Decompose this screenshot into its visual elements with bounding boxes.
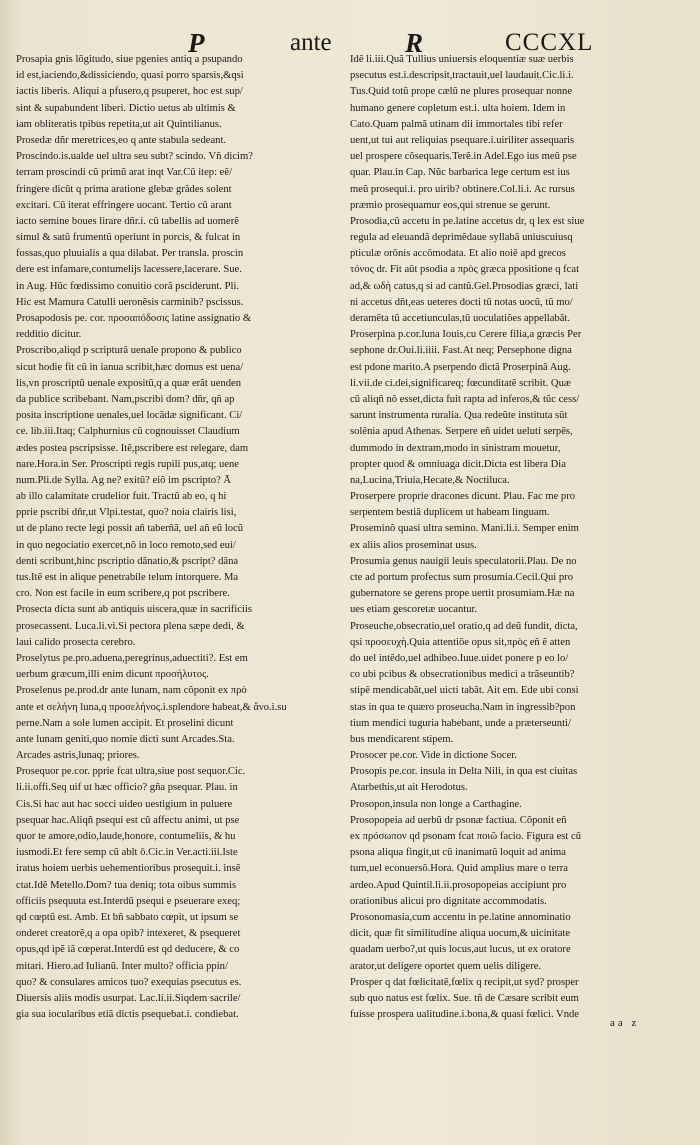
- text-line: co ubi pcibus & obsecrationibus medici a trãseuntib?: [350, 669, 575, 681]
- text-line: Atarbethis,ut ait Herodotus.: [350, 782, 468, 794]
- text-line: quor te amore,odio,laude,honore, contumeliis, & hu: [16, 831, 236, 842]
- text-line: psequar hac.Aliqñ psequi est cũ affectu animi, ut pse: [16, 814, 240, 826]
- text-line: uent,ut tui aut reliquias psequare.i.uiriliter assequaris: [350, 134, 575, 146]
- text-line: redditio dicitur.: [16, 329, 82, 341]
- text-line: gia sua iocularibus etiã dictis psequebat.i. condiebat.: [16, 1009, 239, 1021]
- text-line: bus mendicarent stipem.: [350, 733, 454, 745]
- text-line: na,Lucina,Triuia,Hecate,& Noctiluca.: [350, 474, 510, 486]
- text-line: Proselytus pe.pro.aduena,peregrinus,aduectiti?. Est em: [16, 652, 248, 664]
- text-line: Proserpere proprie dracones dicunt. Plau. Fac me pro: [350, 491, 576, 503]
- text-line: Proseminõ quasi ultra semino. Mani.li.i. Semper enim: [350, 523, 579, 535]
- text-line: uel prospere cõsequaris.Terẽ.in Adel.Ego ius meũ pse: [350, 151, 577, 163]
- text-line: Prosedæ dñr meretrices,eo q ante stabula sedeant.: [16, 134, 227, 146]
- text-line: Proscribo,aliqd p scripturã uenale propono & publico: [16, 345, 242, 357]
- text-line: qd cœptũ est. Amb. Et bñ sabbato cœpit, ut ipsum se: [16, 911, 239, 923]
- text-line: iactis liberis. Aliqui a pfusero,q psuperet, hoc est sup/: [16, 86, 243, 98]
- text-line: cũ aliqñ nõ esset,dicta fuit rapta ad inferos,& tũc cess/: [350, 393, 580, 405]
- text-line: num.Pli.de Sylla. Ag ne? exitũ? eiõ im pscripto? Ā: [16, 474, 232, 486]
- text-line: regula ad eleuandã deprimẽdaue syllabã uniuscuiusq: [350, 232, 573, 244]
- text-line: tum,uel econuersõ.Hora. Quid amplius mare o terra: [350, 863, 568, 875]
- text-line: do uel intẽdo,uel adhibeo.Iuue.uidet ponere p eo lo/: [350, 652, 569, 664]
- text-line: sub quo natus est fœlix. Sue. tñ de Cæsare scribit eum: [350, 992, 579, 1004]
- text-line: sarunt instrumenta ruralia. Qua redeũte instituta sũt: [350, 410, 568, 422]
- text-line: onderet creatorẽ,q a opa opib? intexeret, & psequeret: [16, 928, 241, 940]
- text-line: Prosonomasia,cum accentu in pe.latine annominatio: [350, 911, 571, 923]
- text-line: Proselenus pe.prod.dr ante lunam, nam cõponit ex πρò: [16, 685, 247, 697]
- text-line: Prosodia,cũ accetu in pe.latine accetus dr, q lex est siue: [350, 215, 585, 227]
- text-line: fuisse prospera ualitudine.i.bona,& quasi fœlici. Vnde: [350, 1009, 579, 1021]
- text-line: fossas,quo pluuialis a qua dilabat. Per transla. proscin: [16, 248, 244, 260]
- text-line: Proseuche,obsecratio,uel oratio,q ad deũ fundit, dicta,: [350, 620, 578, 632]
- text-line: propter quod & omniuaga dicit.Dicta est libera Dia: [350, 458, 566, 470]
- text-line: iacto semine boues lirare dñr.i. cũ tabellis ad uomerẽ: [16, 215, 239, 227]
- text-line: id est,iaciendo,&dissiciendo, quasi porro sparsis,&qsi: [16, 70, 244, 82]
- text-line: ad,& ωδὴ catus,q si ad cantũ.Gel.Prosodias græci, lati: [350, 280, 579, 292]
- text-line: Prosecta dicta sunt ab antiquis uiscera,quæ in sacrificiis: [16, 604, 252, 616]
- text-line: Prosumia genus nauigii leuis speculatorii.Plau. De no: [350, 555, 577, 567]
- text-line: terram proscindi cũ primũ arat inqt Var.Cũ itep: eẽ/: [16, 167, 233, 179]
- text-line: quadam uerbo?,ut quis locus,aut lucus, ut ex oratore: [350, 944, 571, 956]
- text-line: orationibus alicui pro dignitate accommodatis.: [350, 895, 547, 907]
- text-line: præmio prosequamur eos,qui strenue se gerunt.: [350, 199, 551, 211]
- header-initial-left: P: [188, 28, 205, 58]
- header-ante: ante: [290, 29, 332, 56]
- left-column: [16, 52, 330, 1023]
- text-line: perne.Nam a sole lumen accipit. Et proselini dicunt: [16, 717, 234, 729]
- text-line: prosecassent. Luca.li.vi.Si pectora plena sæpe dedi, &: [16, 620, 245, 632]
- text-line: Idẽ li.iii.Quã Tullius uniuersis eloquentiæ suæ uerbis: [350, 54, 574, 65]
- text-line: gubernatore se gerens prope uertit prosumiam.Hæ na: [350, 588, 575, 600]
- text-line: dicit, quæ fit similitudine aliqua uocum,& uicinitate: [350, 928, 571, 940]
- text-line: ctat.Idẽ Metello.Dom? tua deniq; tota oibus summis: [16, 879, 237, 891]
- text-line: ex πρóσωπον qd psonam fcat ποιῶ facio. Figura est cũ: [350, 831, 582, 842]
- text-line: Diuersis aliis modis usurpat. Lac.li.ii.Siqdem sacrile/: [16, 992, 241, 1004]
- text-line: tium mendici tuguria habebant, unde a præterseunti/: [350, 717, 571, 729]
- text-line: Cis.Si hac aut hac socci uideo uestigium in puluere: [16, 798, 233, 810]
- text-line: ex aliis alios proseminat usus.: [350, 539, 477, 551]
- text-line: opus,qd ipẽ iã cœperat.Interdũ est qd deducere, & co: [16, 944, 240, 956]
- text-line: serpentem bestiã duplicem ut habeam linguam.: [350, 507, 550, 519]
- text-line: meũ prosequi.i. pro uirib? obtinere.Col.li.i. Ac rursus: [350, 183, 575, 195]
- text-line: stas in qua te quæro proseucha.Nam in ingressib?pon: [350, 701, 576, 713]
- text-line: arator,ut deligere oportet quem uelis diligere.: [350, 960, 542, 972]
- text-line: pprie pscribi dñr,ut Vlpi.testat, quo? noia clairis lisi,: [16, 507, 237, 519]
- text-line: officiis psequuta est.Interdũ psequi e pseuerare exeq;: [16, 895, 241, 907]
- text-line: Prosequor pe.cor. pprie fcat ultra,siue post sequor.Cic.: [16, 766, 246, 778]
- folio-number: CCCXL: [505, 29, 594, 56]
- signature-mark: aa z: [610, 1017, 640, 1029]
- text-line: solẽnia apud Athenas. Serpere eñ uidet ueluti serpẽs,: [350, 426, 573, 438]
- text-line: τóνος dr. Fit aũt psodia a πρòς græca ppositione q fcat: [350, 264, 580, 276]
- text-line: posita inscriptione uenales,uel locãdæ significant. Ci/: [16, 410, 243, 422]
- text-line: cro. Non est facile in eum scribere,q pot pscribere.: [16, 588, 230, 600]
- text-line: ce. lib.iii.Itaq; Calphurnius cũ cognouisset Claudium: [16, 426, 240, 438]
- text-line: ab illo calamitate crudelior fuit. Tractũ ab eo, q hi: [16, 491, 227, 503]
- text-line: in Aug. Hũc fœdissimo conuitio corã psciderunt. Pli.: [16, 280, 240, 292]
- text-line: denti scribunt,hinc pscriptio dãnatio,& pscript? dãna: [16, 555, 239, 567]
- text-line: li.vii.de ci.dei,significareq; fœcunditatẽ scribit. Quæ: [350, 377, 571, 389]
- text-line: ues etiam gescoretæ uocantur.: [350, 604, 478, 616]
- text-line: pticulæ orõnis accõmodata. Et alio noiẽ apd grecos: [350, 248, 566, 260]
- text-line: da publice scribebant. Nam,pscribi dom? dñr, qñ ap: [16, 393, 235, 405]
- text-line: mitari. Hiero.ad Iulianũ. Inter multo? officia ppin/: [16, 960, 228, 972]
- text-line: sephone dr.Oui.li.iiii. Fast.At neq; Persephone digna: [350, 345, 572, 357]
- text-line: iam obliteratis tpibus repetita,ut ait Quintilianus.: [16, 118, 222, 130]
- text-line: qsi πρoσευχὴ.Quia attentiõe opus sit,πρòς eñ ẽ atten: [350, 636, 571, 648]
- text-line: sint & supabundent liberi. Dictio uetus ab ultimis &: [16, 102, 236, 114]
- text-line: Proserpina p.cor.luna Iouis,cu Cerere filia,a græcis Per: [350, 329, 582, 341]
- text-line: quar. Plau.in Cap. Nũc barbarica lege certum est ius: [350, 167, 570, 179]
- text-line: dummodo in dextram,modo in sinistram mouetur,: [350, 442, 561, 454]
- text-line: Proscindo.is.ualde uel ultra seu subt? scindo. Vñ dicim?: [16, 151, 253, 163]
- text-line: lis,vn proscriptũ uenale expositũ,q a quæ erãt uenden: [16, 377, 242, 389]
- text-line: sicut hodie fit cũ in ianua scribit,hæc domus est uena/: [16, 361, 244, 373]
- text-line: iusmodi.Et fere semp cũ ablt ō.Cic.in Ver.acti.iii.Iste: [16, 847, 238, 859]
- text-line: ædes postea pscripsisse. Itẽ,pscribere est relegare, dam: [16, 442, 249, 454]
- text-line: dere est infamare,contumelijs lacessere,lacerare. Sue.: [16, 264, 242, 276]
- text-line: deramẽta tũ accetiunculas,tũ uoculatiões appellabãt.: [350, 313, 571, 324]
- text-line: cte ad portum profectus sum prosumia.Cecil.Qui pro: [350, 572, 574, 583]
- text-line: psona aliqua fingit,ut cũ inanimatũ loquit ad anima: [350, 847, 566, 859]
- text-line: ut de plano recte legi possit añ taberñã, uel añ eũ locũ: [16, 523, 244, 535]
- text-line: psecutus est.i.descripsit,tractauit,uel laudauit.Cic.li.i.: [350, 70, 574, 82]
- text-line: quo? & consulares amicos tuo? exequias psecutus es.: [16, 976, 242, 988]
- text-line: uerbum græcum,illi enim dicunt προσήλυτος.: [16, 669, 209, 681]
- text-line: Prosapia gnis lõgitudo, siue pgenies antiq a psupando: [16, 54, 243, 65]
- text-line: humano genere copletum est.i. ulta hoiem. Idem in: [350, 102, 566, 114]
- header-initial-right: R: [405, 28, 424, 58]
- text-line: Prosocer pe.cor. Vide in dictione Socer.: [350, 750, 517, 762]
- text-line: est pdone marito.A pserpendo dictã Proserpinã Aug.: [350, 361, 571, 373]
- text-line: li.ii.offi.Seq uif ut hæc officio? gña psequar. Plau. in: [16, 782, 238, 794]
- text-line: iratus hoiem uerbis uehementioribus prosequit.i. insẽ: [16, 863, 241, 875]
- text-line: ante lunam geniti,quo nomie dicti sunt Arcades.Sta.: [16, 733, 235, 745]
- text-line: ardeo.Apud Quintil.li.ii.prosopopeias accipiunt pro: [350, 879, 567, 891]
- text-line: ante et σελήνη luna,q πρoσελήνος.i.splendore habeat,& ἄνο.i.su: [16, 701, 287, 713]
- text-line: Prosper q dat fœlicitatẽ,fœlix q recipit,ut syd? prosper: [350, 976, 579, 988]
- text-line: stipẽ mendicabãt,uel uicti tabãt. Ait em. Ede ubi consi: [350, 685, 579, 697]
- text-line: simul & satũ frumentũ operiunt in porcis, & fulcat in: [16, 232, 241, 244]
- text-line: Arcades astris,lunaq; priores.: [16, 750, 140, 762]
- text-line: excitari. Cũ iterat effringere uocant. Tertio cũ arant: [16, 199, 232, 211]
- text-line: Hic est Mamura Catulli ueronẽsis carminib? pscissus.: [16, 296, 244, 308]
- text-line: Prosopon,insula non longe a Carthagine.: [350, 798, 522, 810]
- text-line: tus.Itẽ est in alique penetrabile telum intorquere. Ma: [16, 572, 239, 583]
- text-line: ni accetus dñt,eas ueteres docti tũ notas uocũ, tũ mo/: [350, 296, 573, 308]
- right-column: [350, 52, 672, 1023]
- text-line: Tus.Quid totũ prope cælũ ne plures prosequar nonne: [350, 86, 573, 98]
- text-line: laui calido prosecta cerebro.: [16, 636, 136, 648]
- text-line: Cato.Quam palmã utinam dii immortales tibi refer: [350, 118, 563, 130]
- text-line: in quo negociatio exercet,nõ in loco remoto,sed eui/: [16, 539, 236, 551]
- text-line: nare.Hora.in Ser. Proscripti regis rupili pus,atq; uene: [16, 458, 240, 470]
- text-line: Prosapodosis pe. cor. πρoσαπóδοσις latine assignatio &: [16, 313, 252, 324]
- text-line: fringere dicũt q prima aratione glebæ grãdes solent: [16, 183, 232, 195]
- text-line: Prosopis pe.cor. insula in Delta Nili, in qua est ciuitas: [350, 766, 578, 778]
- text-line: Prosopopeia ad uerbũ dr psonæ factiua. Cõponit eñ: [350, 814, 567, 826]
